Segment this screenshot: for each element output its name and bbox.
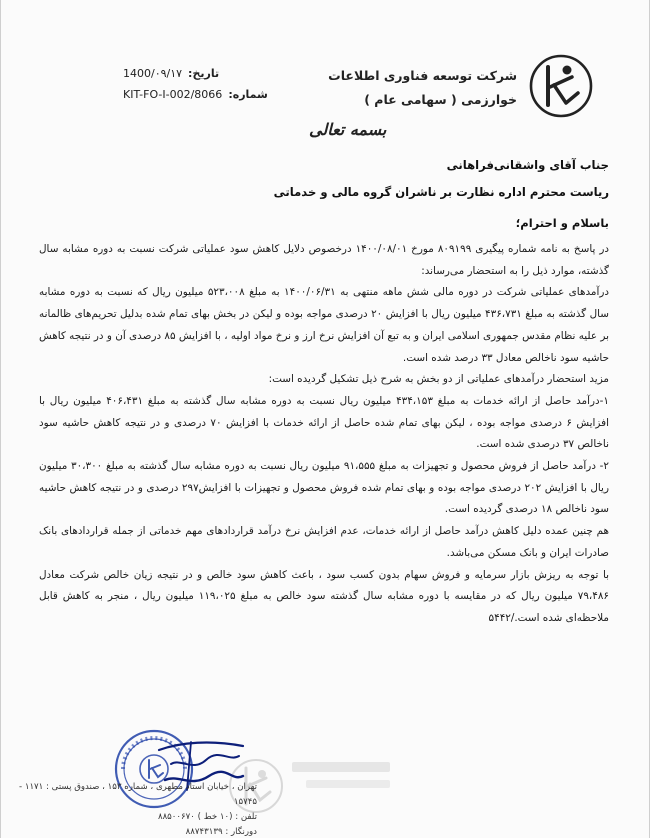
- addressee: [274, 152, 609, 206]
- date-row: [123, 63, 268, 84]
- letter-meta: [123, 63, 268, 105]
- footer-fax: دورنگار : ۸۸۷۴۳۱۳۹: [185, 827, 257, 837]
- footer-address: تهران ، خیابان استاد مطهری ، شماره ۱۵۳ ، صندوق پستی : ۱۱۷۱ - ۱۵۷۴۵: [18, 782, 257, 807]
- addressee-name: جناب آقای واشقانی‌فراهانی: [446, 158, 609, 172]
- date-value: 1400/۰۹/۱۷: [123, 67, 183, 80]
- company-name-line2: خوارزمی ( سهامی عام ): [364, 92, 517, 107]
- company-name-line1: شرکت توسعه فناوری اطلاعات: [328, 68, 517, 83]
- paragraph-breakdown-intro: مزید استحضار درآمدهای عملیاتی از دو بخش به شرح ذیل تشکیل گردیده است:: [268, 373, 609, 386]
- paragraph-revenue: درآمدهای عملیاتی شرکت در دوره مالی شش ماهه منتهی به ۱۴۰۰/۰۶/۳۱ به مبلغ ۵۲۳،۰۰۸ میلیون ریال که نسبت به دوره مشابه سال گذشته به مبلغ ۴۳۶،۷۳۱ میلیون ریال با افزایش ۲۰ درصدی مواجه بوده و لیکن در بخش بهای تمام شده بدلیل تحریم‌های ظالمانه بر علیه نظام مقدس جمهوری اسلامی ایران و به تبع آن افزایش نرخ ارز و نرخ مواد اولیه ، با افزایش ۸۵ درصدی آن و در نتیجه کاهش حاشیه سود ناخالص معادل ۳۳ درصد شده است.: [39, 286, 610, 364]
- footer-contact: [1, 780, 257, 838]
- paragraph-intro: در پاسخ به نامه شماره پیگیری ۸۰۹۱۹۹ مورخ ۱۴۰۰/۰۸/۰۱ درخصوص دلایل کاهش سود عملیاتی شرکت نسبت به دوره مشابه سال گذشته، موارد ذیل را به استحضار می‌رساند:: [39, 243, 609, 277]
- paragraph-products: ۲- درآمد حاصل از فروش محصول و تجهیزات به مبلغ ۹۱،۵۵۵ میلیون ریال نسبت به دوره مشابه سال گذشته به مبلغ ۳۰،۳۰۰ میلیون ریال با افزایش ۲۰۲ درصدی مواجه بوده و بهای تمام شده فروش محصول و تجهیزات با افزایش۲۹۷ درصدی و در نتیجه کاهش حاشیه سود ناخالص ۱۸ درصدی گردیده است.: [39, 460, 609, 516]
- company-logo: [528, 53, 594, 119]
- date-label: تاریخ:: [188, 67, 220, 80]
- number-row: [123, 84, 268, 105]
- number-value: KIT-FO-I-002/8066: [123, 88, 223, 101]
- number-label: شماره:: [228, 88, 268, 101]
- paragraph-services: ۱-درآمد حاصل از ارائه خدمات به مبلغ ۴۳۴،۱۵۳ میلیون ریال نسبت به دوره مشابه سال گذشته به مبلغ ۴۰۶،۴۳۱ میلیون ریال با افزایش ۶ درصدی مواجه بوده ، لیکن بهای تمام شده حاصل از ارائه خدمات با افزایش ۷۰ درصدی و در نتیجه کاهش حاشیه سود ناخالص ۳۷ درصدی شده است.: [39, 394, 609, 451]
- invocation-heading: بسمه تعالی: [309, 120, 387, 139]
- greeting: باسلام و احترام؛: [515, 216, 609, 230]
- paragraph-contracts: هم چنین عمده دلیل کاهش درآمد حاصل از ارائه خدمات، عدم افزایش نرخ درآمد قراردادهای مهم خدماتی از جمله قراردادهای بانک صادرات ایران و بانک مسکن می‌باشد.: [39, 525, 609, 559]
- footer-phone: تلفن : (۱۰ خط ) ۸۸۵۰۰۶۷۰: [157, 812, 257, 822]
- company-name: [328, 64, 517, 112]
- addressee-title: ریاست محترم اداره نظارت بر ناشران گروه مالی و خدماتی: [273, 185, 609, 199]
- letter-body: [39, 239, 609, 630]
- paragraph-net-loss: با توجه به ریزش بازار سرمایه و فروش سهام بدون کسب سود ، باعث کاهش سود خالص و در نتیجه زیان خالص شرکت معادل ۷۹،۴۸۶ میلیون ریال که در مقایسه با دوره مشابه سال گذشته سود خالص به مبلغ ۱۱۹،۰۲۵ میلیون ریال ، منجر به کاهش قابل ملاحظه‌ای شده است./۵۴۴۲: [39, 568, 609, 624]
